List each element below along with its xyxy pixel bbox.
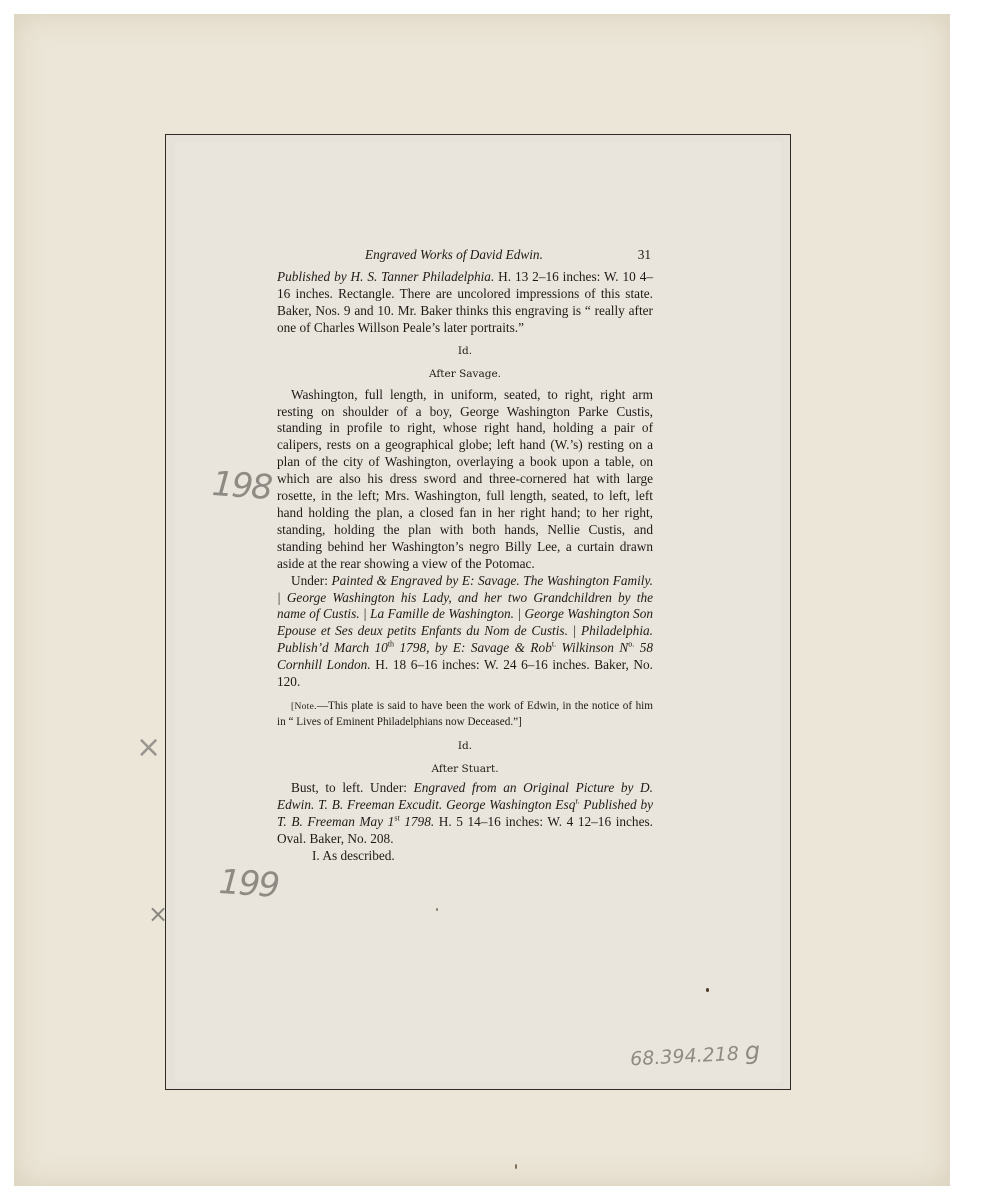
note-text: —This plate is said to have been the work of Edwin, in the notice of him in “ Lives of Eminent Philadelphians now Deceased.”] (277, 699, 653, 728)
inscription-sup-1: th (387, 639, 395, 649)
pencil-number-198: 198 (210, 463, 273, 509)
accession-number-text: 68.394.218 (629, 1042, 740, 1071)
entry-199-sup-1: r. (575, 796, 580, 806)
running-head (277, 247, 653, 267)
inscription-text-3: Wilkinson N (556, 640, 629, 656)
inscription-text-1: Painted & Engraved by E: Savage. The Washington Family. | George Washington his Lady, and her two Grandchildren by the name of Custis. | La Famille de Washington. | George Washington Son Epouse et Ses deux petits Enfants du Nom de Custis. | Philadelphia. Publish’d March 10 (277, 572, 653, 656)
entry-199-text-2: Published by T. B. Freeman May 1 (277, 796, 653, 829)
book-page (277, 247, 653, 864)
continued-entry (277, 269, 653, 337)
pencil-mark-x-2: × (148, 900, 169, 928)
entry-198-note (277, 699, 653, 730)
note-head: [Note. (291, 701, 317, 712)
paper-speck (436, 908, 438, 911)
entry-198-id: Id. (457, 344, 473, 357)
entry-199-text-3: 1798. (399, 813, 435, 829)
running-title: Engraved Works of David Edwin. (365, 247, 543, 262)
page-number: 31 (637, 247, 651, 262)
paper-speck (706, 988, 709, 992)
entry-199-state: I. As described. (312, 847, 395, 863)
inscription-text-2: 1798, by E: Savage & Rob (394, 640, 552, 656)
entry-199-description (277, 780, 653, 848)
entry-199-after: After Stuart. (431, 762, 499, 775)
entry-199-dimensions: H. 5 14–16 inches: W. 4 12–16 inches. Oval. Baker, No. 208. (277, 813, 653, 846)
entry-198-description: Washington, full length, in uniform, seated, to right, right arm resting on shoulder of a boy, George Washington Parke Custis, standing in profile to right, whose right hand, holding a pair of calipers, rests on a geographical globe; left hand (W.’s) resting on a plan of the city of Washington, overlaying a book upon a table, on which are also his dress sword and three-cornered hat with large rosette, in the left; Mrs. Washington, full length, seated, to left, left hand holding the plan, a closed fan in her right hand; to her right, standing, holding the plan with both hands, Nellie Custis, and standing behind her Washington’s negro Billy Lee, a curtain drawn aside at the rear showing a view of the Potomac. (277, 386, 653, 571)
inscription-sup-2: t. (551, 639, 557, 649)
entry-198-after: After Savage. (429, 367, 501, 380)
inscription-sup-3: o. (628, 639, 635, 649)
entry-199-id: Id. (457, 739, 473, 752)
pencil-number-199: 199 (217, 861, 280, 907)
entry-199-text-1: Engraved from an Original Picture by D. Edwin. T. B. Freeman Excudit. George Washington Esq (277, 779, 653, 812)
continued-entry-text: H. 13 2–16 inches: W. 10 4–16 inches. Rectangle. There are uncolored impressions of this state. Baker, Nos. 9 and 10. Mr. Baker thinks this engraving is “ really after one of Charles Willson Peale’s later portraits.” (277, 269, 654, 335)
inscription-dimensions: H. 18 6–16 inches: W. 24 6–16 inches. Baker, No. 120. (277, 657, 654, 690)
publisher-line: Published by H. S. Tanner Philadelphia. (277, 269, 495, 284)
entry-198-inscription (277, 573, 653, 691)
inscription-text-4: 58 Cornhill London. (277, 640, 653, 673)
under-label: Under: (291, 572, 328, 588)
entry-199-lead: Bust, to left. Under: (291, 779, 407, 795)
pencil-mark-x-1: × (136, 730, 162, 765)
entry-199-sup-2: st (394, 813, 400, 823)
accession-suffix: g (744, 1036, 761, 1066)
paper-speck (515, 1164, 517, 1169)
